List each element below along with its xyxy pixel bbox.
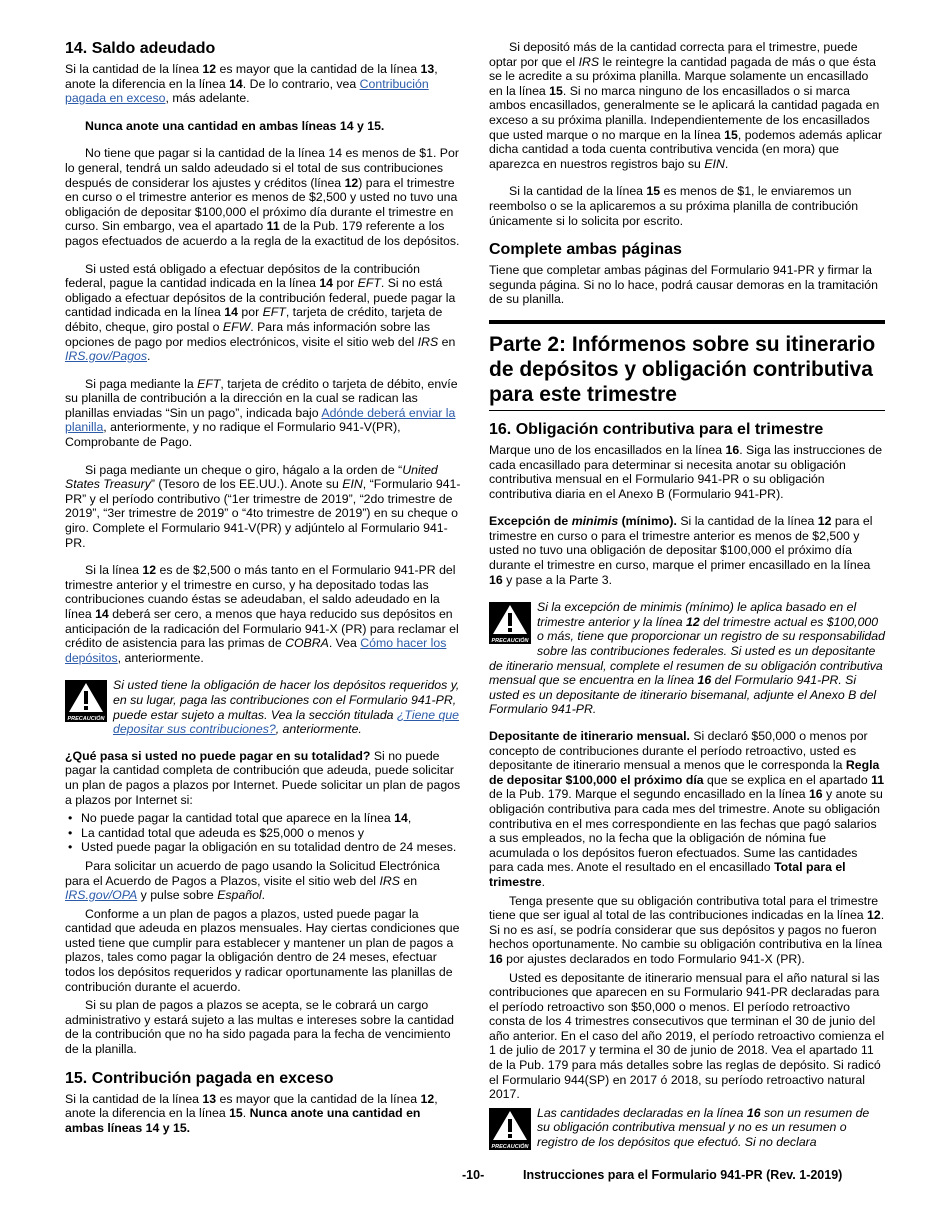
section-16-paragraph: Tenga presente que su obligación contributiva total para el trimestre tiene que ser igual al total de las contribuciones indicadas en la línea 12. Si no es así, se podría considerar que sus depósitos y pagos no fueron hechos oportunamente. No cambie su obligación contributiva en la línea 16 por ajustes declarados en todo Formulario 941-X (PR).: [489, 893, 885, 966]
caution-text: Las cantidades declaradas en la línea 16 son un resumen de su obligación contributiva mensual y no es un resumen o registro de los depósitos que efectuó. Si no declara: [537, 1105, 870, 1150]
section-divider: [489, 320, 885, 324]
cross-reference-link[interactable]: ¿Tiene que depositar sus contribuciones?: [113, 707, 460, 737]
section-14-paragraph: Conforme a un plan de pagos a plazos, usted puede pagar la cantidad que adeuda en plazos mensuales. Hay ciertas condiciones que usted tiene que cumplir para establecer y mantener un plan de pagos a plazos, tales como pagar la obligación dentro de 24 meses, efectuar todos los depósitos requeridos y radicar oportunamente las planillas de contribución durante el acuerdo.: [65, 906, 460, 994]
bullet-list: [65, 811, 461, 855]
cross-reference-link[interactable]: Adónde deberá enviar la planilla: [65, 405, 456, 435]
part-2-title: Parte 2: Infórmenos sobre su itinerario de depósitos y obligación contributiva para este trimestre: [489, 332, 876, 406]
list-item: • La cantidad total que adeuda es $25,000 o menos y: [81, 826, 461, 841]
caution-note: [489, 1106, 885, 1150]
document-title: Instrucciones para el Formulario 941-PR (Rev. 1-2019): [523, 1168, 843, 1182]
section-14-paragraph: Si la línea 12 es de $2,500 o más tanto en el Formulario 941-PR del trimestre anterior y el trimestre en curso, y ha depositado todas las contribuciones cuando éstas se adeudaban, el saldo adeudado en la línea 14 deberá ser cero, a menos que haya reducido sus depósitos en anticipación de la radicación del Formulario 941-X (PR) para reclamar el crédito de asistencia para las primas de COBRA. Vea Cómo hacer los depósitos, anteriormente.: [65, 563, 459, 665]
section-15-paragraph: Si depositó más de la cantidad correcta para el trimestre, puede optar por que el IRS le reintegre la cantidad pagada de más o que ésta se le acredite a su próxima planilla. Marque solamente un encasillado en la línea 15. Si no marca ninguno de los encasillados o si marca ambos encasillados, generalmente se le aplicará la cantidad pagada en exceso a su próxima planilla. Independientemente de los encasillados que usted marque o no marque en la línea 15, podemos además aplicar dicha cantidad a toda cuenta contributiva vencida (en mora) que aparezca en nuestros registros bajo su EIN.: [489, 40, 883, 171]
caution-note: [489, 600, 885, 717]
section-16-paragraph: Usted es depositante de itinerario mensual para el año natural si las contribuciones que aparecen en su Formulario 941-PR declaradas para el período retroactivo son $50,000 o menos. El período retroactivo consta de los 4 trimestres consecutivos que terminan el 30 de junio del año anterior. En el caso del año 2019, el período retroactivo comienza el 1 de julio de 2017 y termina el 30 de junio de 2018. Vea el apartado 11 de la Pub. 179 para más detalles sobre las reglas de depósito. Si radicó el Formulario 944(SP) en 2017 ó 2018, su período retroactivo natural 2017.: [489, 970, 885, 1102]
section-14-paragraph: Si usted está obligado a efectuar depósitos de la contribución federal, pague la cantidad indicada en la línea 14 por EFT. Si no está obligado a efectuar depósitos de la contribución federal, puede pagar la cantidad indicada en la línea 14 por EFT, tarjeta de crédito, tarjeta de débito, cheque, giro postal o EFW. Para más información sobre las opciones de pago por medios electrónicos, visite el sitio web del IRS en IRS.gov/Pagos.: [65, 261, 456, 364]
section-14-paragraph: No tiene que pagar si la cantidad de la línea 14 es menos de $1. Por lo general, tendrá un saldo adeudado si el total de sus contribuciones después de considerar los ajustes y créditos (línea 12) para el trimestre en curso o el trimestre anterior es menos de $2,500 y usted no tuvo una obligación de depositar $100,000 el próximo día durante el trimestre en curso. Sin embargo, vea el apartado 11 de la Pub. 179 referente a los pagos efectuados de acuerdo a la regla de la exactitud de los depósitos.: [65, 146, 460, 248]
de-minimis-paragraph: Excepción de minimis (mínimo). Si la cantidad de la línea 12 para el trimestre en curso o para el trimestre anterior es menos de $2,500 y usted no tuvo una obligación de depositar $100,000 el próximo día durante el trimestre en curso, marque el primer encasillado en la línea 16 y pase a la Parte 3.: [489, 514, 873, 587]
section-14-warning: Nunca anote una cantidad en ambas líneas 14 y 15.: [85, 118, 385, 133]
section-14-paragraph: Si su plan de pagos a plazos se acepta, se le cobrará un cargo administrativo y estará sujeto a las multas e intereses sobre la cantidad de la contribución que no ha sido pagada para la fecha de vencimiento de la planilla.: [65, 998, 454, 1057]
caution-icon: [489, 602, 531, 644]
monthly-depositor-paragraph: Depositante de itinerario mensual. Si declaró $50,000 o menos por concepto de contribuciones durante el período retroactivo, usted es depositante de itinerario mensual a menos que le corresponda la Regla de depositar $100,000 el próximo día que se explica en el apartado 11 de la Pub. 179. Marque el segundo encasillado en la línea 16 y anote su obligación contributiva para cada mes del trimestre. Anote su obligación contributiva en el mes correspondiente en las fechas que pagó salarios a sus empleados, no la fecha que la obligación de nómina fue acumulada o los depósitos fueron efectuados. Sume las cantidades para cada mes. Anote el resultado en el encasillado Total para el trimestre.: [489, 729, 885, 889]
section-15-paragraph: Si la cantidad de la línea 15 es menos de $1, le enviaremos un reembolso o se la aplicaremos a su próxima planilla de contribución únicamente si lo solicita por escrito.: [489, 184, 859, 228]
caution-note: [65, 678, 461, 736]
section-14-title: 14. Saldo adeudado: [65, 40, 216, 57]
complete-pages-paragraph: Tiene que completar ambas páginas del Formulario 941-PR y firmar la segunda página. Si no lo hace, podrá causar demoras en la tramitación de su planilla.: [489, 263, 878, 307]
section-14-paragraph: Si paga mediante un cheque o giro, hágalo a la orden de “United States Treasury” (Tesoro de los EE.UU.). Anote su EIN, “Formulario 941-PR” y el período contributivo (“1er trimestre de 2019”, “2do trimestre de 2019”, “3er trimestre de 2019” o “4to trimestre de 2019”) en su cheque o giro. Complete el Formulario 941-V(PR) y adjúntelo al Formulario 941-PR.: [65, 462, 461, 550]
list-item: • Usted puede pagar la obligación en su totalidad dentro de 24 meses.: [81, 840, 461, 855]
section-14-paragraph: Si la cantidad de la línea 12 es mayor que la cantidad de la línea 13, anote la diferencia en la línea 14. De lo contrario, vea Contribución pagada en exceso, más adelante.: [65, 62, 438, 106]
cross-reference-link[interactable]: Contribución pagada en exceso: [65, 76, 429, 106]
list-item: • No puede pagar la cantidad total que aparece en la línea 14,: [81, 811, 461, 826]
section-15-paragraph: Si la cantidad de la línea 13 es mayor que la cantidad de la línea 12, anote la diferencia en la línea 15. Nunca anote una cantidad en ambas líneas 14 y 15.: [65, 1091, 438, 1135]
web-link[interactable]: IRS.gov/Pagos: [65, 349, 148, 364]
caution-icon: [65, 680, 107, 722]
section-16-title: 16. Obligación contributiva para el trimestre: [489, 420, 824, 438]
title-underline: [489, 410, 885, 411]
complete-pages-title: Complete ambas páginas: [489, 241, 682, 259]
caution-text: Si la excepción de minimis (mínimo) le aplica basado en el trimestre anterior y la línea 12 del trimestre actual es $100,000 o más, tiene que proporcionar un registro de su responsabilidad sobre las contribuciones federales. Si usted es un depositante de itinerario mensual, complete el resumen de su obligación contributiva mensual que se encuentra en la línea 16 del Formulario 941-PR. Si usted es un depositante de itinerario bisemanal, adjunte el Anexo B del Formulario 941-PR.: [489, 600, 885, 717]
installment-paragraph: ¿Qué pasa si usted no puede pagar en su totalidad? Si no puede pagar la cantidad completa de contribución que adeuda, puede solicitar un plan de pagos a plazos por Internet. Puede solicitar un plan de pagos a plazos por Internet si:: [65, 748, 461, 807]
cross-reference-link[interactable]: Cómo hacer los depósitos: [65, 636, 447, 665]
left-column: [65, 40, 461, 1148]
caution-icon-label: PRECAUCIÓN: [491, 638, 529, 645]
section-14-paragraph: Para solicitar un acuerdo de pago usando la Solicitud Electrónica para el Acuerdo de Pagos a Plazos, visite el sitio web del IRS en IRS.gov/OPA y pulse sobre Español.: [65, 858, 440, 903]
section-14-paragraph: Si paga mediante la EFT, tarjeta de crédito o tarjeta de débito, envíe su planilla de contribución a la dirección en la cual se radican las planillas enviadas “Sin un pago”, indicada bajo Adónde deberá enviar la planilla, anteriormente, y no radique el Formulario 941-V(PR), Comprobante de Pago.: [65, 376, 458, 450]
caution-text: Si usted tiene la obligación de hacer los depósitos requeridos y, en su lugar, paga las contribuciones con el Formulario 941-PR, puede estar sujeto a multas. Vea la sección titulada ¿Tiene que depositar sus contribuciones?, anteriormente.: [113, 678, 460, 737]
web-link[interactable]: IRS.gov/OPA: [65, 888, 138, 903]
page-number: -10-: [462, 1168, 485, 1182]
section-15-title: 15. Contribución pagada en exceso: [65, 1069, 334, 1087]
caution-icon: [489, 1108, 531, 1150]
section-16-paragraph: Marque uno de los encasillados en la línea 16. Siga las instrucciones de cada encasillado para determinar si necesita anotar su obligación contributiva mensual en el Formulario 941-PR o su obligación contributiva diaria en el Anexo B (Formulario 941-PR).: [489, 442, 883, 501]
caution-icon-label: PRECAUCIÓN: [67, 716, 105, 723]
caution-icon-label: PRECAUCIÓN: [491, 1143, 529, 1150]
right-column: [489, 40, 885, 1162]
